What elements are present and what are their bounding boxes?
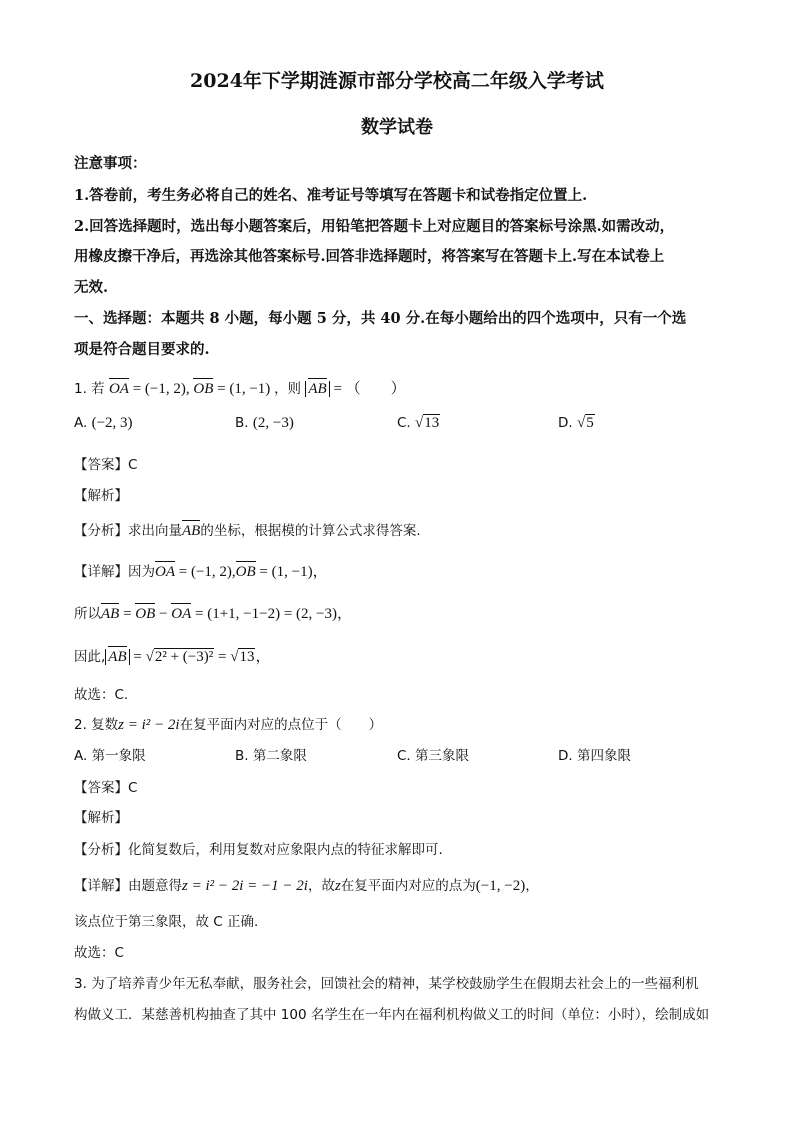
- q1-analysis-heading: 【解析】: [74, 488, 128, 504]
- q1-thus-sqrt: 2² + (−3)²: [154, 649, 214, 665]
- q1-then: ，则: [274, 381, 302, 397]
- q1-option-c: C. √13: [397, 415, 440, 431]
- page-title: 2024年下学期涟源市部分学校高二年级入学考试: [190, 70, 604, 92]
- q2-detail-z: z: [334, 878, 341, 894]
- q1-option-a: [74, 415, 133, 432]
- section-1-line-2: 项是符合题目要求的.: [74, 341, 210, 358]
- vector-oa: OA: [108, 381, 129, 397]
- q1-oa-value: = (−1, 2),: [128, 381, 190, 397]
- q1-option-a-value: (−2, 3): [91, 415, 133, 431]
- vector-oa: OA: [171, 606, 192, 622]
- q2-math: z = i² − 2i: [118, 717, 180, 733]
- q1-detail-prefix: 【详解】因为: [74, 564, 155, 580]
- vector-ab: AB: [101, 606, 120, 622]
- vector-ab: AB: [108, 649, 127, 665]
- q2-prefix: 2. 复数: [74, 717, 119, 733]
- q1-thus-eq2: =: [214, 649, 231, 665]
- q2-option-b: B. 第二象限: [235, 748, 307, 764]
- q1-thus-end: ，: [255, 649, 271, 665]
- q2-suffix: 在复平面内对应的点位于（ ）: [179, 717, 383, 733]
- q1-option-d: D. √5: [558, 415, 594, 431]
- vector-ab: AB: [182, 523, 201, 539]
- q1-choose: 故选：C.: [74, 687, 129, 703]
- notice-heading: 注意事项：: [74, 155, 147, 172]
- q2-fenxi: 【分析】化简复数后，利用复数对应象限内点的特征求解即可.: [74, 842, 443, 858]
- q1-thus-prefix: 因此,: [74, 649, 106, 665]
- q2-detail-mid2: 在复平面内对应的点为: [340, 878, 476, 894]
- q1-option-b-value: (2, −3): [252, 415, 294, 431]
- q2-option-a: A. 第一象限: [74, 748, 146, 764]
- q2-choose: 故选：C: [74, 945, 124, 961]
- q2-detail-end: ，: [525, 878, 539, 894]
- q2-option-c: C. 第三象限: [397, 748, 470, 764]
- q2-analysis-heading: 【解析】: [74, 810, 128, 826]
- notice-item-1: 1.答卷前，考生务必将自己的姓名、准考证号等填写在答题卡和试卷指定位置上.: [74, 187, 588, 204]
- q1-fenxi: [74, 519, 421, 540]
- q1-option-d-label: D.: [558, 415, 573, 431]
- vector-oa: OA: [155, 564, 175, 580]
- q1-so-value: = (1+1, −1−2) = (2, −3)，: [191, 606, 353, 622]
- q1-option-a-label: A.: [74, 415, 88, 431]
- q1-so-minus: −: [155, 606, 172, 622]
- question-2-stem: [74, 713, 382, 734]
- q2-option-d: D. 第四象限: [558, 748, 631, 764]
- q2-detail-prefix: 【详解】由题意得: [74, 878, 182, 894]
- q2-detail-point: (−1, −2): [475, 878, 526, 894]
- vector-ab: AB: [308, 381, 327, 397]
- q1-option-c-label: C.: [397, 415, 411, 431]
- q1-so-eq: =: [119, 606, 136, 622]
- question-3-line-1: 3. 为了培养青少年无私奉献，服务社会，回馈社会的精神，某学校鼓励学生在假期去社会上的一些福利机: [74, 976, 699, 992]
- q1-fenxi-text: 【分析】求出向量: [74, 523, 182, 539]
- question-1-stem: [74, 377, 406, 398]
- q1-thus-eq: =: [129, 649, 146, 665]
- q1-detail: [74, 560, 328, 581]
- q1-ob-value: = (1, −1): [213, 381, 271, 397]
- vector-ob: OB: [135, 606, 156, 622]
- notice-item-2-line-3: 无效.: [74, 279, 109, 296]
- q2-detail: [74, 874, 539, 895]
- vector-ob: OB: [193, 381, 214, 397]
- q1-option-b-label: B.: [235, 415, 249, 431]
- q1-thus-value: 13: [239, 649, 255, 665]
- q2-conclusion: 该点位于第三象限，故 C 正确.: [74, 914, 259, 930]
- q1-so-prefix: 所以: [74, 606, 101, 622]
- q1-prefix: 1. 若: [74, 381, 105, 397]
- q1-option-b: [235, 415, 294, 432]
- q2-detail-math: z = i² − 2i = −1 − 2i: [182, 878, 308, 894]
- vector-ob: OB: [235, 564, 256, 580]
- q2-answer: 【答案】C: [74, 780, 138, 796]
- q1-answer: 【答案】C: [74, 457, 138, 473]
- section-1-line-1: 一、选择题：本题共 8 小题，每小题 5 分，共 40 分.在每小题给出的四个选项中，只有一个选: [74, 310, 687, 327]
- q1-detail-ob-value: = (1, −1)，: [255, 564, 328, 580]
- q1-fenxi-rest: 的坐标，根据模的计算公式求得答案.: [200, 523, 421, 539]
- question-3-line-2: 构做义工．某慈善机构抽查了其中 100 名学生在一年内在福利机构做义工的时间（单位：小时），绘制成如: [74, 1007, 710, 1023]
- notice-item-2-line-1: 2.回答选择题时，选出每小题答案后，用铅笔把答题卡上对应题目的答案标号涂黑.如需改动，: [74, 218, 675, 235]
- q1-detail-oa-value: = (−1, 2),: [175, 564, 236, 580]
- q1-thus: 因此, AB = √2² + (−3)² = √13，: [74, 649, 271, 665]
- q1-so: [74, 602, 352, 623]
- q1-option-d-value: 5: [586, 415, 594, 431]
- q1-blank: = （ ）: [329, 381, 406, 397]
- notice-item-2-line-2: 用橡皮擦干净后，再选涂其他答案标号.回答非选择题时，将答案写在答题卡上.写在本试卷上: [74, 248, 665, 265]
- page-subtitle: 数学试卷: [361, 117, 433, 138]
- q2-detail-mid: ，故: [307, 878, 335, 894]
- q1-option-c-value: 13: [424, 415, 440, 431]
